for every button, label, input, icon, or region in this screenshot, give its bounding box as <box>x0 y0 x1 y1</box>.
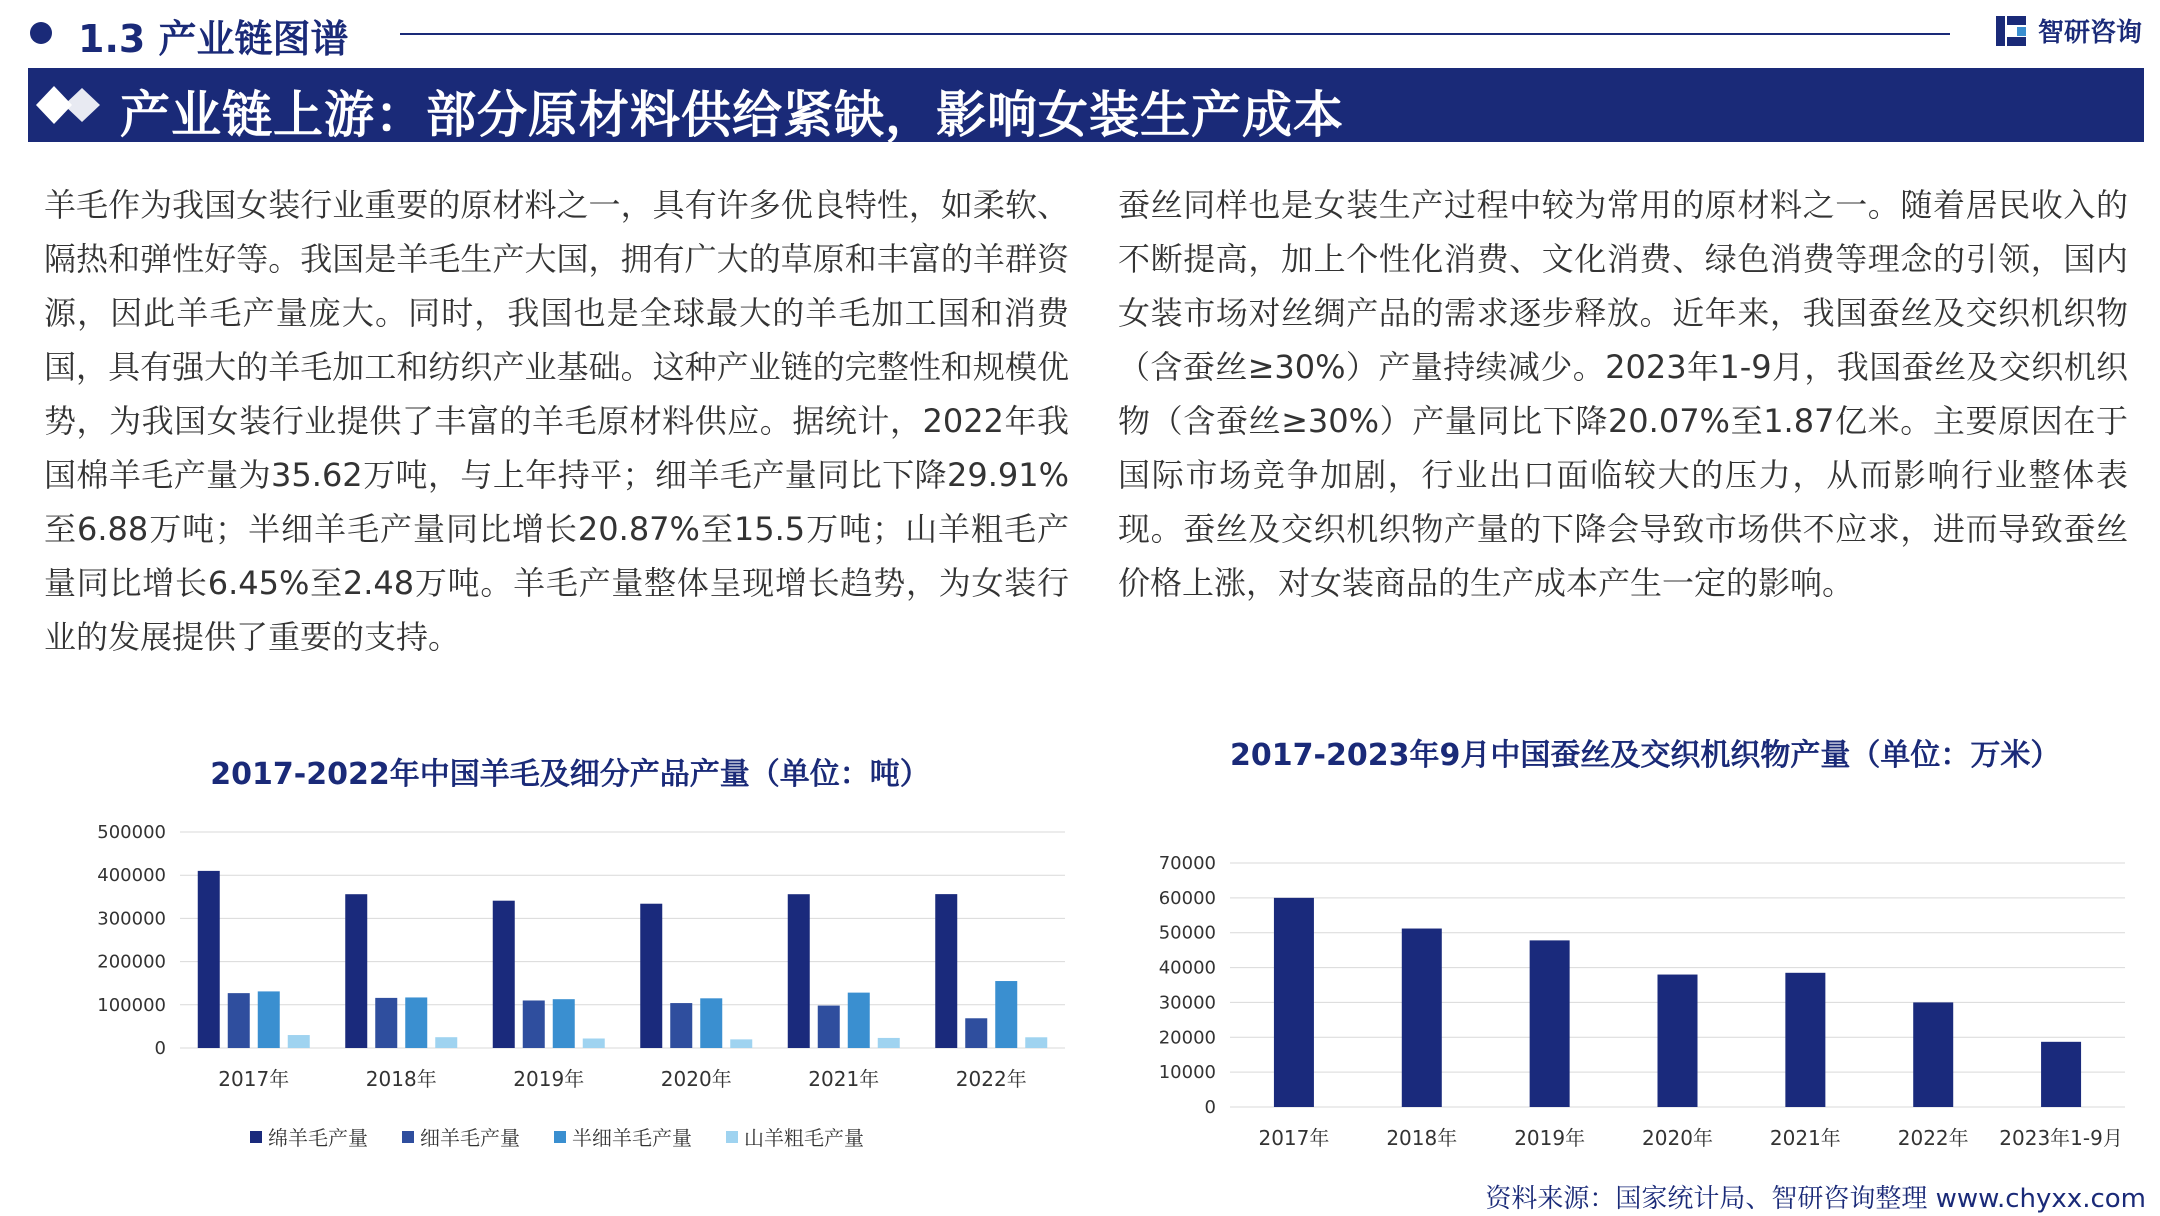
bar <box>1274 898 1314 1107</box>
bar <box>1025 1037 1047 1048</box>
bar <box>818 1006 840 1048</box>
logo-mark-icon <box>1994 14 2028 48</box>
legend-item-wool <box>250 1122 368 1151</box>
silk-paragraph: 蚕丝同样也是女装生产过程中较为常用的原材料之一。随着居民收入的不断提高，加上个性化消费、文化消费、绿色消费等理念的引领，国内女装市场对丝绸产品的需求逐步释放。近年来，我国蚕丝及交织机织物（含蚕丝≥30%）产量持续减少。2023年1-9月，我国蚕丝及交织机织物（含蚕丝≥30%）产量同比下降20.07%至1.87亿米。主要原因在于国际市场竞争加剧，行业出口面临较大的压力，从而影响行业整体表现。蚕丝及交织机织物产量的下降会导致市场供不应求，进而导致蚕丝价格上涨，对女装商品的生产成本产生一定的影响。 <box>1118 186 2128 602</box>
bar <box>700 998 722 1048</box>
wool-production-chart <box>70 810 1070 1110</box>
bar <box>878 1038 900 1048</box>
brand-logo <box>1994 12 2142 49</box>
wool-chart-legend <box>250 1122 864 1151</box>
y-tick-label: 0 <box>154 1038 166 1059</box>
x-tick-label: 2021年 <box>1769 1126 1841 1150</box>
x-tick-label: 2019年 <box>513 1067 585 1091</box>
legend-item-semi-fine-wool <box>554 1122 692 1151</box>
source-note: 资料来源：国家统计局、智研咨询整理 www.chyxx.com <box>1485 1184 2146 1214</box>
y-tick-label: 100000 <box>97 994 166 1016</box>
y-tick-label: 50000 <box>1158 922 1216 944</box>
bar <box>640 904 662 1048</box>
wool-paragraph: 羊毛作为我国女装行业重要的原材料之一，具有许多优良特性，如柔软、隔热和弹性好等。我国是羊毛生产大国，拥有广大的草原和丰富的羊群资源，因此羊毛产量庞大。同时，我国也是全球最大的羊毛加工国和消费国，具有强大的羊毛加工和纺织产业基础。这种产业链的完整性和规模优势，为我国女装行业提供了丰富的羊毛原材料供应。据统计，2022年我国棉羊毛产量为35.62万吨，与上年持平；细羊毛产量同比下降29.91%至6.88万吨；半细羊毛产量同比增长20.87%至15.5万吨；山羊粗毛产量同比增长6.45%至2.48万吨。羊毛产量整体呈现增长趋势，为女装行业的发展提供了重要的支持。 <box>44 186 1069 656</box>
x-tick-label: 2020年 <box>1642 1126 1713 1150</box>
silk-chart-title: 2017-2023年9月中国蚕丝及交织机织物产量（单位：万米） <box>1230 738 2061 773</box>
header-divider <box>400 33 1950 35</box>
bar <box>1913 1002 1953 1107</box>
legend-label: 细羊毛产量 <box>420 1126 520 1150</box>
bar <box>1530 940 1570 1107</box>
y-tick-label: 300000 <box>97 908 166 930</box>
bar <box>965 1018 987 1048</box>
y-tick-label: 400000 <box>97 865 166 887</box>
section-title: 1.3 产业链图谱 <box>78 17 349 61</box>
logo-text: 智研咨询 <box>2037 18 2142 48</box>
bar <box>848 993 870 1048</box>
bar <box>583 1038 605 1048</box>
bar <box>670 1003 692 1048</box>
silk-production-chart <box>1130 845 2130 1165</box>
x-tick-label: 2022年 <box>955 1067 1027 1091</box>
x-tick-label: 2019年 <box>1514 1126 1586 1150</box>
legend-swatch <box>402 1131 414 1143</box>
bar <box>935 894 957 1048</box>
bar <box>345 894 367 1048</box>
legend-label: 半细羊毛产量 <box>572 1126 692 1150</box>
diamond-icon <box>34 84 114 126</box>
section-bullet <box>30 22 52 44</box>
bar <box>1402 929 1442 1107</box>
bar <box>198 871 220 1048</box>
y-tick-label: 10000 <box>1158 1062 1216 1084</box>
bar <box>2041 1042 2081 1107</box>
bar <box>493 901 515 1048</box>
page-title-banner <box>28 68 2144 142</box>
legend-swatch <box>250 1131 262 1143</box>
x-tick-label: 2021年 <box>808 1067 880 1091</box>
wool-chart-title: 2017-2022年中国羊毛及细分产品产量（单位：吨） <box>210 757 930 792</box>
x-tick-label: 2017年 <box>1258 1126 1330 1150</box>
legend-swatch <box>726 1131 738 1143</box>
bar <box>730 1039 752 1048</box>
legend-swatch <box>554 1131 566 1143</box>
x-tick-label: 2022年 <box>1897 1126 1969 1150</box>
bar <box>523 1000 545 1048</box>
legend-label: 绵羊毛产量 <box>268 1126 368 1150</box>
y-tick-label: 60000 <box>1158 887 1216 909</box>
y-tick-label: 200000 <box>97 951 166 973</box>
y-tick-label: 20000 <box>1158 1027 1216 1049</box>
legend-label: 山羊粗毛产量 <box>744 1126 864 1150</box>
y-tick-label: 500000 <box>97 822 166 843</box>
x-tick-label: 2020年 <box>660 1067 732 1091</box>
bar <box>288 1035 310 1048</box>
bar <box>405 997 427 1048</box>
bar <box>375 998 397 1048</box>
y-tick-label: 30000 <box>1158 992 1216 1014</box>
y-tick-label: 0 <box>1204 1097 1216 1118</box>
bar <box>258 991 280 1048</box>
x-tick-label: 2023年1-9月 <box>1999 1126 2123 1150</box>
x-tick-label: 2018年 <box>1386 1126 1458 1150</box>
bar <box>228 993 250 1048</box>
bar <box>1785 973 1825 1107</box>
y-tick-label: 40000 <box>1158 957 1216 979</box>
x-tick-label: 2018年 <box>365 1067 437 1091</box>
x-tick-label: 2017年 <box>218 1067 290 1091</box>
bar <box>435 1037 457 1048</box>
legend-item-goat-hair <box>726 1122 864 1151</box>
bar <box>995 981 1017 1048</box>
bar <box>1658 975 1698 1107</box>
bar <box>553 999 575 1048</box>
page-title: 产业链上游：部分原材料供给紧缺，影响女装生产成本 <box>120 86 1344 144</box>
y-tick-label: 70000 <box>1158 853 1216 874</box>
legend-item-fine-wool <box>402 1122 520 1151</box>
bar <box>788 894 810 1048</box>
